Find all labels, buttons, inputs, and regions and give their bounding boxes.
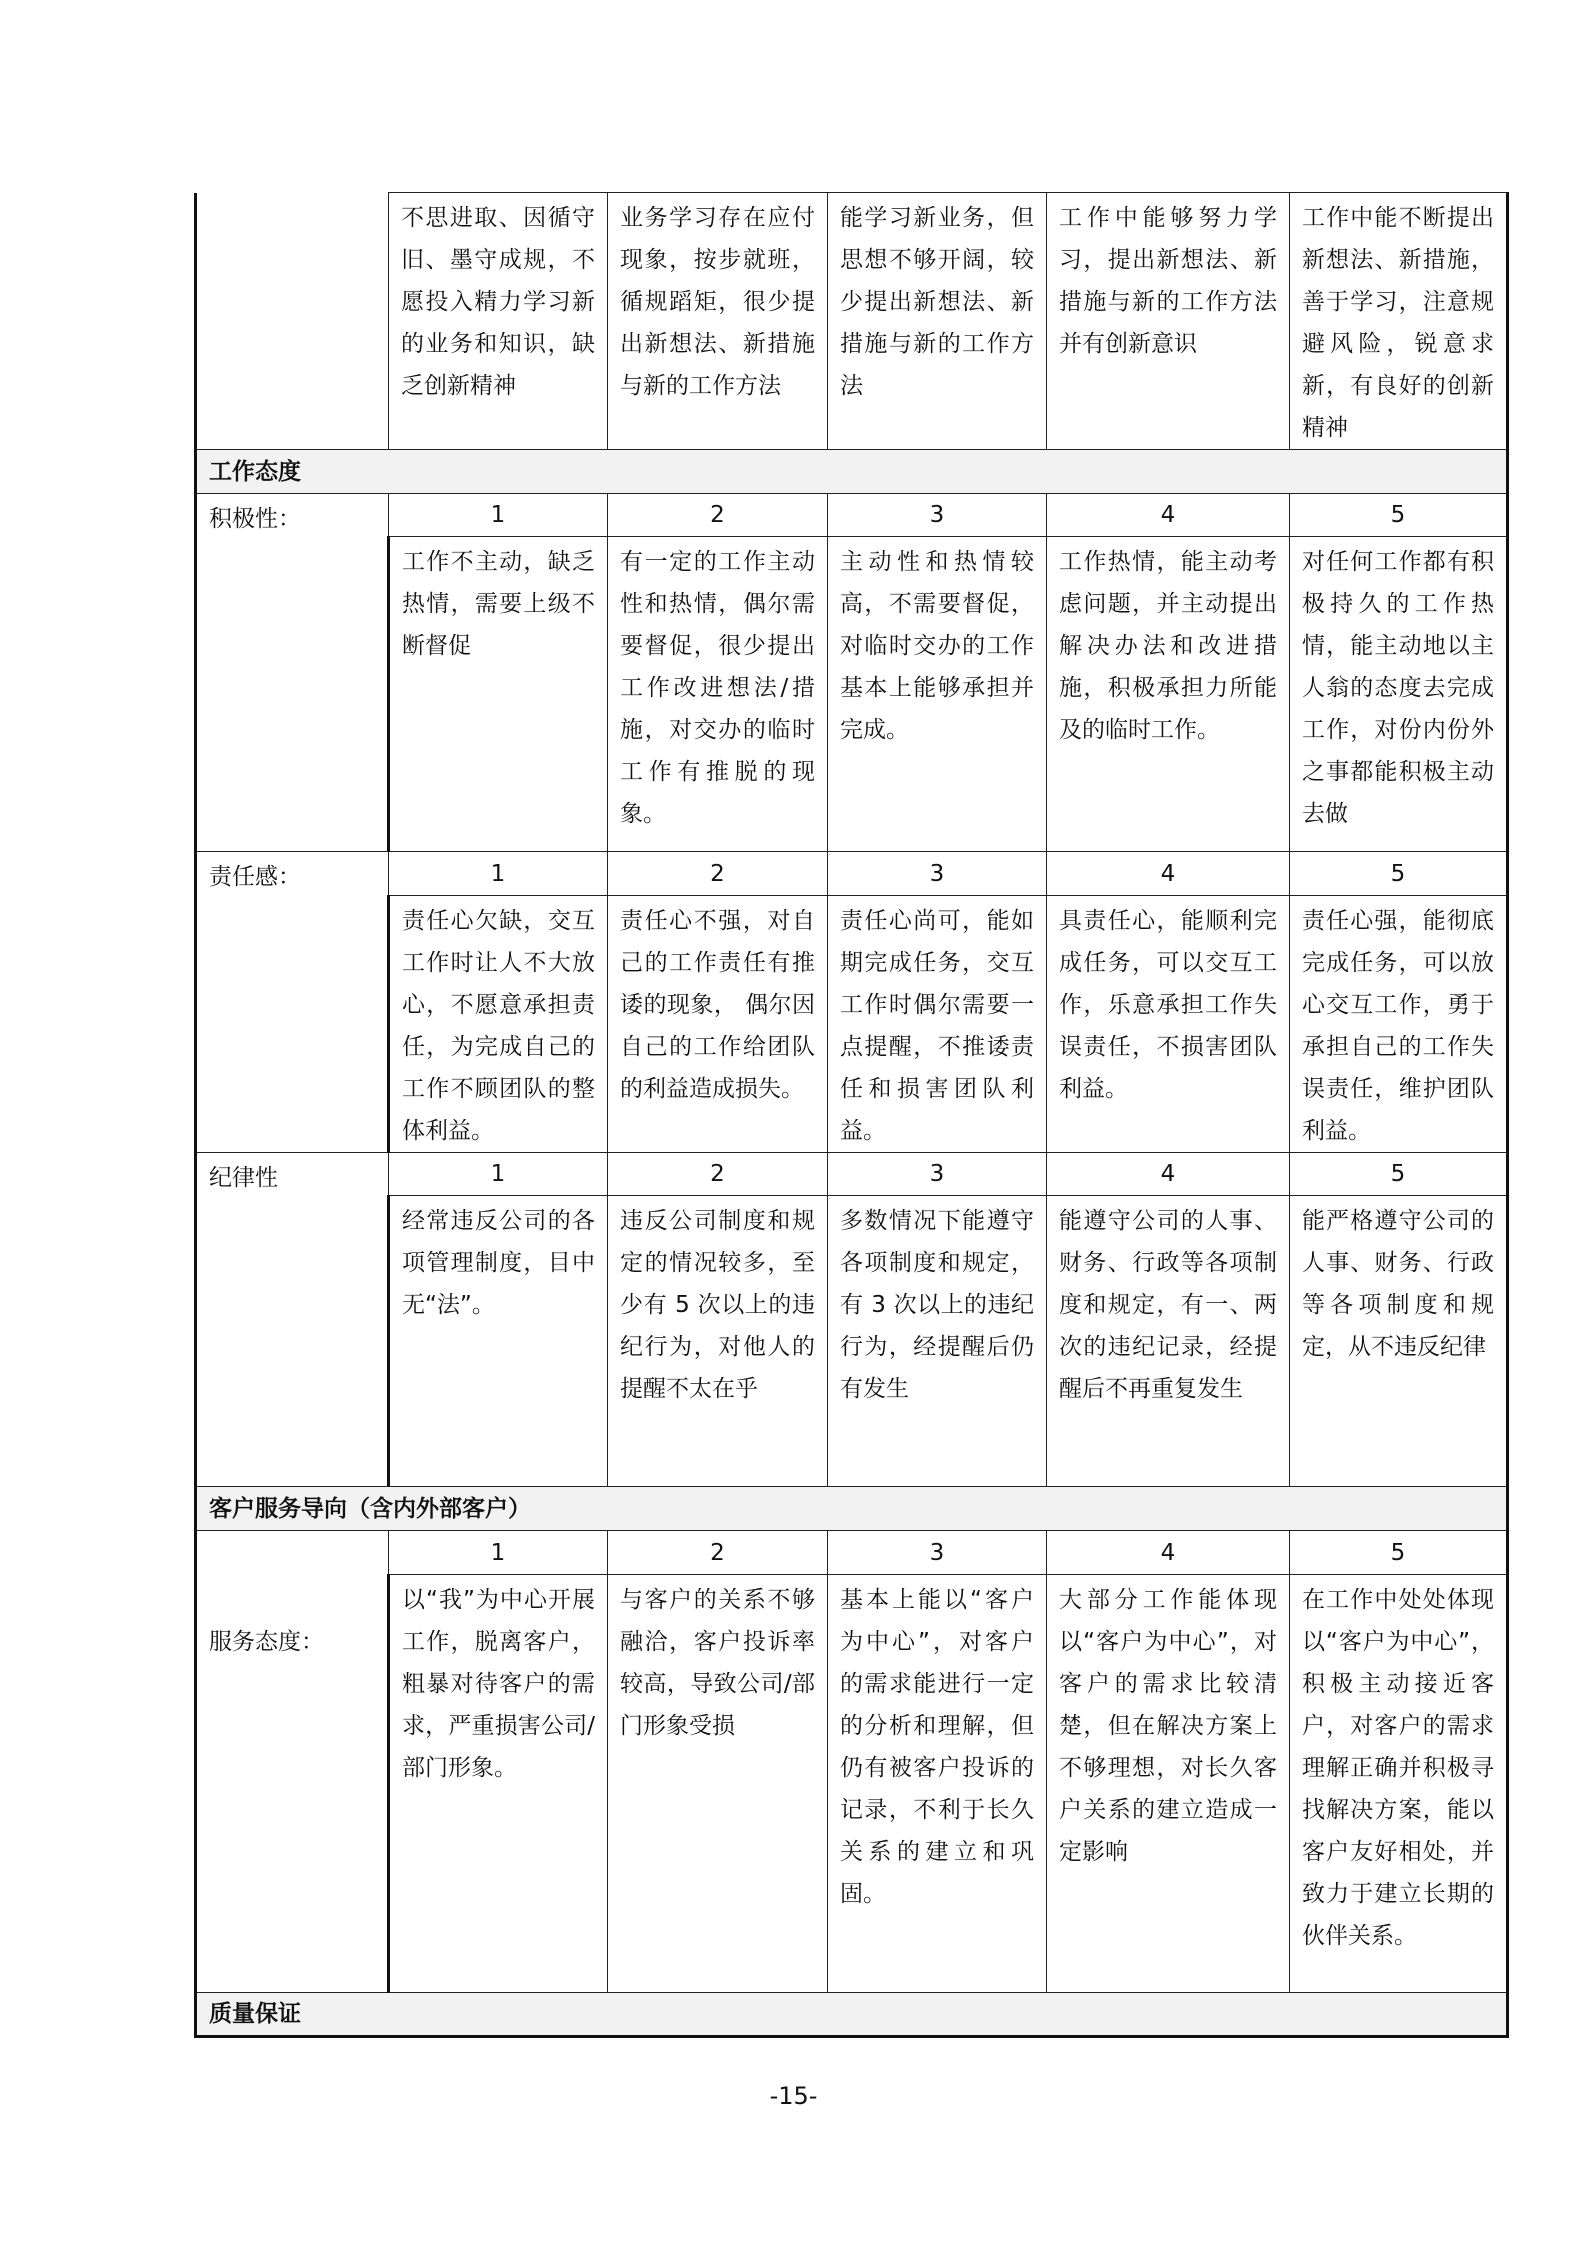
- score-row: [196, 494, 1508, 537]
- score-header: 3: [828, 1531, 1047, 1575]
- section-title: 客户服务导向（含内外部客户）: [196, 1487, 1508, 1531]
- section-header-row: [196, 1487, 1508, 1531]
- score-header: 4: [1047, 1531, 1290, 1575]
- score-header: 5: [1290, 1153, 1508, 1196]
- description-cell: 不思进取、因循守旧、墨守成规，不愿投入精力学习新的业务和知识，缺乏创新精神: [389, 193, 608, 450]
- score-header: 4: [1047, 494, 1290, 537]
- description-cell: 对任何工作都有积极持久的工作热情，能主动地以主人翁的态度去完成工作，对份内份外之事都能积极主动去做: [1290, 537, 1508, 852]
- description-cell: 工作中能够努力学习，提出新想法、新措施与新的工作方法并有创新意识: [1047, 193, 1290, 450]
- description-row: [196, 896, 1508, 1153]
- description-row: [196, 1575, 1508, 1993]
- score-header: 1: [389, 1531, 608, 1575]
- criterion-label: 责任感：: [196, 852, 389, 1153]
- score-row: [196, 852, 1508, 896]
- score-header: 2: [608, 852, 828, 896]
- score-header: 1: [389, 852, 608, 896]
- label-cell-empty: [196, 193, 389, 450]
- table-row: [196, 193, 1508, 450]
- description-cell: 业务学习存在应付现象，按步就班，循规蹈矩，很少提出新想法、新措施与新的工作方法: [608, 193, 828, 450]
- evaluation-criteria-table: [194, 192, 1509, 2038]
- description-cell: 工作中能不断提出新想法、新措施，善于学习，注意规避风险，锐意求新，有良好的创新精神: [1290, 193, 1508, 450]
- description-cell: 工作热情，能主动考虑问题，并主动提出解决办法和改进措施，积极承担力所能及的临时工作。: [1047, 537, 1290, 852]
- score-header: 2: [608, 494, 828, 537]
- section-header-row: [196, 450, 1508, 494]
- score-header: 5: [1290, 852, 1508, 896]
- section-title: 工作态度: [196, 450, 1508, 494]
- description-cell: 主动性和热情较高，不需要督促，对临时交办的工作基本上能够承担并完成。: [828, 537, 1047, 852]
- section-header-row: [196, 1993, 1508, 2037]
- score-header: 1: [389, 1153, 608, 1196]
- description-cell: 与客户的关系不够融洽，客户投诉率较高，导致公司/部门形象受损: [608, 1575, 828, 1993]
- description-cell: 工作不主动，缺乏热情，需要上级不断督促: [389, 537, 608, 852]
- description-cell: 在工作中处处体现以“客户为中心”，积极主动接近客户，对客户的需求理解正确并积极寻找解决方案，能以客户友好相处，并致力于建立长期的伙伴关系。: [1290, 1575, 1508, 1993]
- description-cell: 能学习新业务，但思想不够开阔，较少提出新想法、新措施与新的工作方法: [828, 193, 1047, 450]
- criterion-label: 服务态度：: [196, 1531, 389, 1993]
- description-row: [196, 1196, 1508, 1487]
- score-row: [196, 1153, 1508, 1196]
- score-header: 5: [1290, 494, 1508, 537]
- score-header: 2: [608, 1531, 828, 1575]
- score-header: 5: [1290, 1531, 1508, 1575]
- description-cell: 经常违反公司的各项管理制度，目中无“法”。: [389, 1196, 608, 1487]
- description-cell: 具责任心，能顺利完成任务，可以交互工作，乐意承担工作失误责任，不损害团队利益。: [1047, 896, 1290, 1153]
- description-cell: 有一定的工作主动性和热情，偶尔需要督促，很少提出工作改进想法/措施，对交办的临时工作有推脱的现象。: [608, 537, 828, 852]
- criterion-label: 积极性：: [196, 494, 389, 852]
- score-header: 3: [828, 852, 1047, 896]
- description-cell: 基本上能以“客户为中心”，对客户的需求能进行一定的分析和理解，但仍有被客户投诉的记录，不利于长久关系的建立和巩固。: [828, 1575, 1047, 1993]
- score-header: 3: [828, 494, 1047, 537]
- description-cell: 责任心欠缺，交互工作时让人不大放心，不愿意承担责任，为完成自己的工作不顾团队的整体利益。: [389, 896, 608, 1153]
- score-header: 2: [608, 1153, 828, 1196]
- description-cell: 责任心尚可，能如期完成任务，交互工作时偶尔需要一点提醒，不推诿责任和损害团队利益。: [828, 896, 1047, 1153]
- description-cell: 以“我”为中心开展工作，脱离客户，粗暴对待客户的需求，严重损害公司/部门形象。: [389, 1575, 608, 1993]
- criterion-label: 纪律性: [196, 1153, 389, 1487]
- score-header: 3: [828, 1153, 1047, 1196]
- description-cell: 多数情况下能遵守各项制度和规定，有 3 次以上的违纪行为，经提醒后仍有发生: [828, 1196, 1047, 1487]
- description-cell: 能严格遵守公司的人事、财务、行政等各项制度和规定，从不违反纪律: [1290, 1196, 1508, 1487]
- score-header: 4: [1047, 852, 1290, 896]
- page-number: -15-: [769, 2082, 818, 2110]
- score-row: [196, 1531, 1508, 1575]
- description-cell: 责任心不强，对自己的工作责任有推诿的现象， 偶尔因自己的工作给团队的利益造成损失。: [608, 896, 828, 1153]
- description-cell: 能遵守公司的人事、财务、行政等各项制度和规定，有一、两次的违纪记录，经提醒后不再重复发生: [1047, 1196, 1290, 1487]
- description-cell: 大部分工作能体现以“客户为中心”，对客户的需求比较清楚，但在解决方案上不够理想，对长久客户关系的建立造成一定影响: [1047, 1575, 1290, 1993]
- description-row: [196, 537, 1508, 852]
- description-cell: 违反公司制度和规定的情况较多，至少有 5 次以上的违纪行为，对他人的提醒不太在乎: [608, 1196, 828, 1487]
- score-header: 1: [389, 494, 608, 537]
- description-cell: 责任心强，能彻底完成任务，可以放心交互工作，勇于承担自己的工作失误责任，维护团队利益。: [1290, 896, 1508, 1153]
- section-title: 质量保证: [196, 1993, 1508, 2037]
- score-header: 4: [1047, 1153, 1290, 1196]
